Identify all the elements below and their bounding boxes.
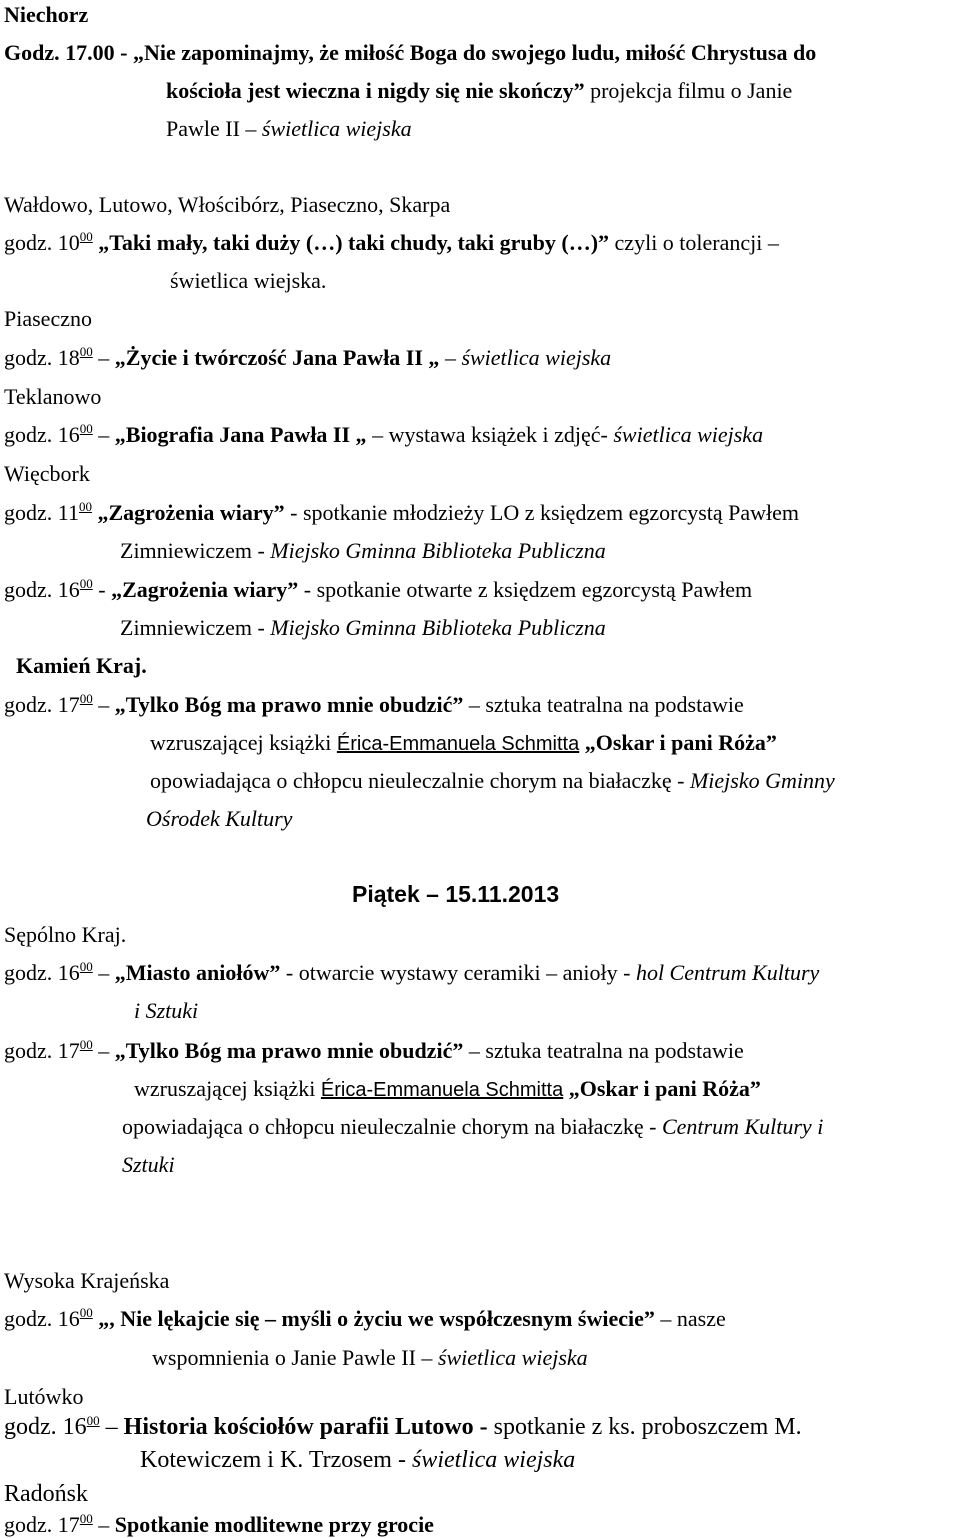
day-heading: Piątek – 15.11.2013 [352, 881, 560, 907]
event-line: wzruszającej książki Érica-Emmanuela Schmitta „Oskar i pani Róża” [150, 730, 777, 755]
event-line: godz. $10^{00}$ „Taki mały, taki duży (…) taki chudy, taki gruby (…)” czyli o tolerancji – [4, 229, 779, 255]
place-heading: Niechorz [4, 2, 89, 27]
place-heading: Wysoka Krajeńska [4, 1268, 170, 1293]
event-line: Kotewiczem i K. Trzosem - świetlica wiejska [140, 1447, 576, 1473]
place-heading: Sępólno Kraj. [4, 922, 127, 947]
event-line: Sztuki [122, 1152, 175, 1177]
event-line: godz. $16^{00}$ - „Zagrożenia wiary” - spotkanie otwarte z księdzem egzorcystą Pawłem [4, 576, 753, 602]
event-line: opowiadająca o chłopcu nieuleczalnie chorym na białaczkę - Centrum Kultury i [122, 1114, 824, 1139]
event-line: wspomnienia o Janie Pawle II – świetlica wiejska [152, 1345, 588, 1370]
event-line: godz. $17^{00}$ – Spotkanie modlitewne przy grocie [4, 1511, 434, 1537]
event-line: świetlica wiejska. [170, 268, 327, 293]
event-line: wzruszającej książki Érica-Emmanuela Schmitta „Oskar i pani Róża” [134, 1076, 761, 1101]
place-heading: Teklanowo [4, 384, 102, 409]
event-line: godz. $16^{00}$ – Historia kościołów parafii Lutowo - spotkanie z ks. proboszczem M. [4, 1413, 802, 1440]
place-heading: Wałdowo, Lutowo, Włościbórz, Piaseczno, Skarpa [4, 192, 451, 217]
event-line: godz. $17^{00}$ – „Tylko Bóg ma prawo mnie obudzić” – sztuka teatralna na podstawie [4, 1037, 744, 1063]
event-line: godz. $16^{00}$ „, Nie lękajcie się – myśli o życiu we współczesnym świecie” – nasze [4, 1305, 726, 1331]
event-line: Zimniewiczem - Miejsko Gminna Biblioteka Publiczna [120, 615, 606, 640]
event-line: opowiadająca o chłopcu nieuleczalnie chorym na białaczkę - Miejsko Gminny [150, 768, 835, 793]
event-line: godz. $16^{00}$ – „Miasto aniołów” - otwarcie wystawy ceramiki – anioły - hol Centrum Kultury [4, 959, 820, 985]
event-line: Ośrodek Kultury [146, 806, 293, 831]
event-line: Zimniewiczem - Miejsko Gminna Biblioteka Publiczna [120, 538, 606, 563]
event-line: Godz. 17.00 - „Nie zapominajmy, że miłość Boga do swojego ludu, miłość Chrystusa do [4, 40, 817, 65]
event-line: godz. $17^{00}$ – „Tylko Bóg ma prawo mnie obudzić” – sztuka teatralna na podstawie [4, 691, 744, 717]
place-heading: Lutówko [4, 1384, 84, 1409]
place-heading: Radońsk [4, 1481, 88, 1507]
place-heading: Piaseczno [4, 306, 92, 331]
event-line: kościoła jest wieczna i nigdy się nie skończy” projekcja filmu o Janie [166, 78, 793, 103]
event-line: godz. $18^{00}$ – „Życie i twórczość Jana Pawła II „ – świetlica wiejska [4, 344, 612, 370]
event-line: godz. $16^{00}$ – „Biografia Jana Pawła II „ – wystawa książek i zdjęć- świetlica wiejska [4, 421, 764, 447]
event-line: i Sztuki [134, 998, 199, 1023]
place-heading: Kamień Kraj. [16, 653, 147, 678]
event-line: Pawle II – świetlica wiejska [166, 116, 412, 141]
place-heading: Więcbork [4, 461, 90, 486]
event-line: godz. $11^{00}$ „Zagrożenia wiary” - spotkanie młodzieży LO z księdzem egzorcystą Pawłem [4, 499, 800, 525]
